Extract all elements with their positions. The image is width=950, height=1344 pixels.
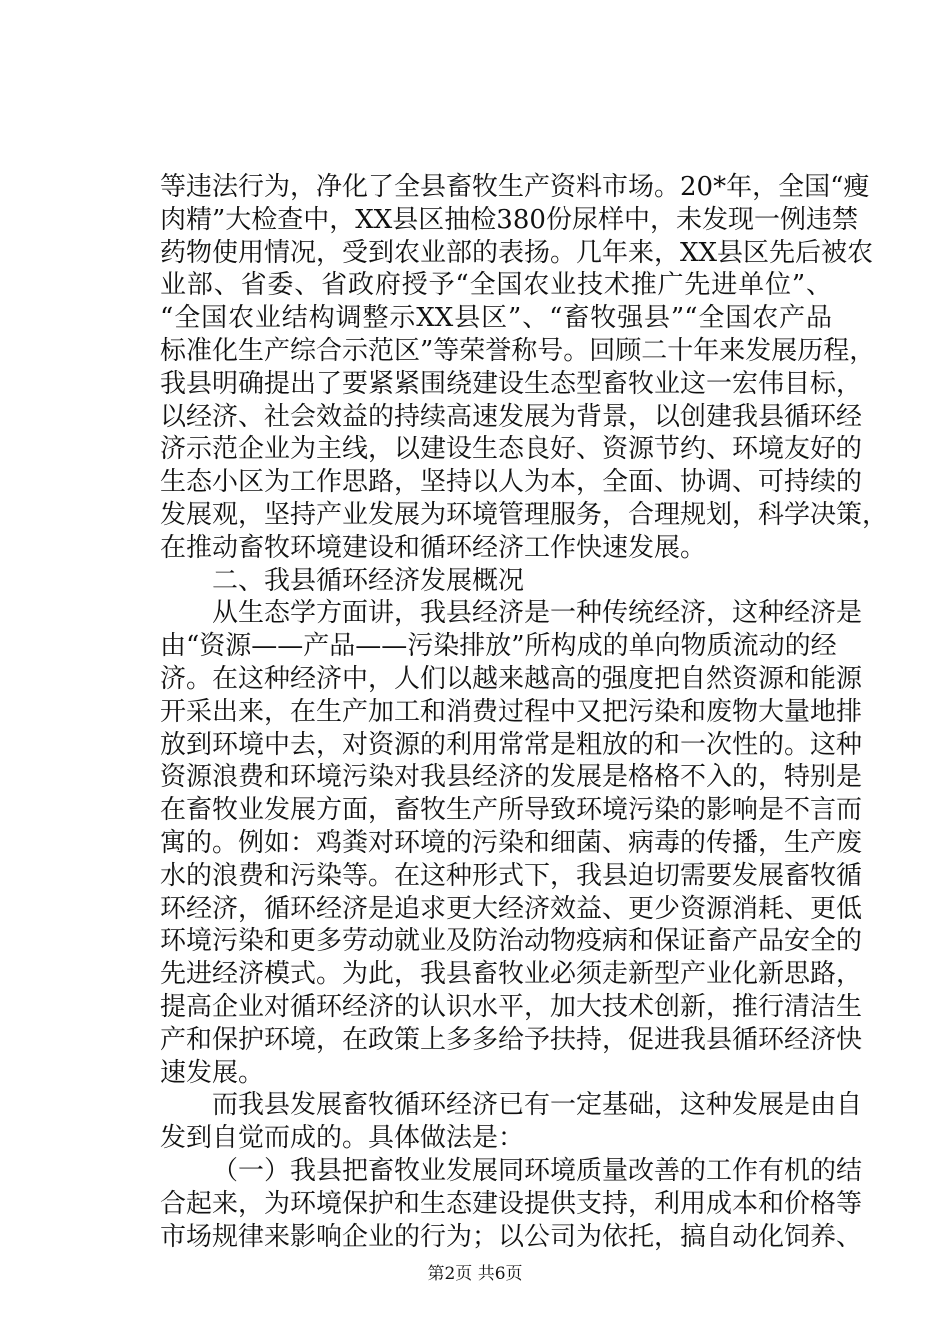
body-text-line: 我县明确提出了要紧紧围绕建设生态型畜牧业这一宏伟目标， (160, 369, 863, 399)
body-text-line: 等违法行为，净化了全县畜牧生产资料市场。20*年，全国“瘦 (160, 172, 870, 202)
body-text-line: 合起来，为环境保护和生态建设提供支持，利用成本和价格等 (160, 1189, 863, 1219)
body-text-line: 济示范企业为主线，以建设生态良好、资源节约、环境友好的 (160, 434, 863, 464)
body-text-line: 生态小区为工作思路，坚持以人为本，全面、协调、可持续的 (160, 467, 863, 497)
body-text-line: 速发展。 (160, 1058, 265, 1088)
body-text-line: 寓的。例如：鸡粪对环境的污染和细菌、病毒的传播，生产废 (160, 828, 863, 858)
body-text-line: 先进经济模式。为此，我县畜牧业必须走新型产业化新思路， (160, 959, 863, 989)
body-text-line: 而我县发展畜牧循环经济已有一定基础，这种发展是由自 (212, 1090, 863, 1120)
body-text-line: 提高企业对循环经济的认识水平，加大技术创新，推行清洁生 (160, 992, 863, 1022)
body-text-line: 发到自觉而成的。具体做法是： (160, 1123, 525, 1153)
body-text-line: （一）我县把畜牧业发展同环境质量改善的工作有机的结 (212, 1156, 863, 1186)
body-text-line: 环经济，循环经济是追求更大经济效益、更少资源消耗、更低 (160, 894, 863, 924)
body-text-line: “全国农业结构调整示XX县区”、“畜牧强县”“全国农产品 (160, 303, 832, 333)
body-text-line: 在推动畜牧环境建设和循环经济工作快速发展。 (160, 533, 707, 563)
body-text-line: 以经济、社会效益的持续高速发展为背景，以创建我县循环经 (160, 402, 863, 432)
body-text-line: 由“资源——产品——污染排放”所构成的单向物质流动的经 (160, 631, 837, 661)
body-text-line: 产和保护环境，在政策上多多给予扶持，促进我县循环经济快 (160, 1025, 863, 1055)
body-text-line: 发展观，坚持产业发展为环境管理服务，合理规划，科学决策， (160, 500, 889, 530)
page-number-footer: 第2页 共6页 (427, 1264, 523, 1284)
body-text-line: 开采出来，在生产加工和消费过程中又把污染和废物大量地排 (160, 697, 863, 727)
body-text-line: 在畜牧业发展方面，畜牧生产所导致环境污染的影响是不言而 (160, 795, 863, 825)
body-text-line: 市场规律来影响企业的行为；以公司为依托，搞自动化饲养、 (160, 1222, 863, 1252)
body-text-line: 从生态学方面讲，我县经济是一种传统经济，这种经济是 (212, 598, 863, 628)
body-text-line: 济。在这种经济中，人们以越来越高的强度把自然资源和能源 (160, 664, 863, 694)
body-text-line: 药物使用情况，受到农业部的表扬。几年来，XX县区先后被农 (160, 238, 874, 268)
body-text-line: 肉精”大检查中，XX县区抽检380份尿样中，未发现一例违禁 (160, 205, 858, 235)
body-text-line: 水的浪费和污染等。在这种形式下，我县迫切需要发展畜牧循 (160, 861, 863, 891)
body-text-line: 标准化生产综合示范区”等荣誉称号。回顾二十年来发展历程， (160, 336, 876, 366)
body-text-line: 放到环境中去，对资源的利用常常是粗放的和一次性的。这种 (160, 730, 863, 760)
body-text-line: 业部、省委、省政府授予“全国农业技术推广先进单位”、 (160, 270, 832, 300)
section-heading: 二、我县循环经济发展概况 (212, 566, 525, 596)
body-text-line: 环境污染和更多劳动就业及防治动物疫病和保证畜产品安全的 (160, 926, 863, 956)
body-text-line: 资源浪费和环境污染对我县经济的发展是格格不入的，特别是 (160, 762, 863, 792)
